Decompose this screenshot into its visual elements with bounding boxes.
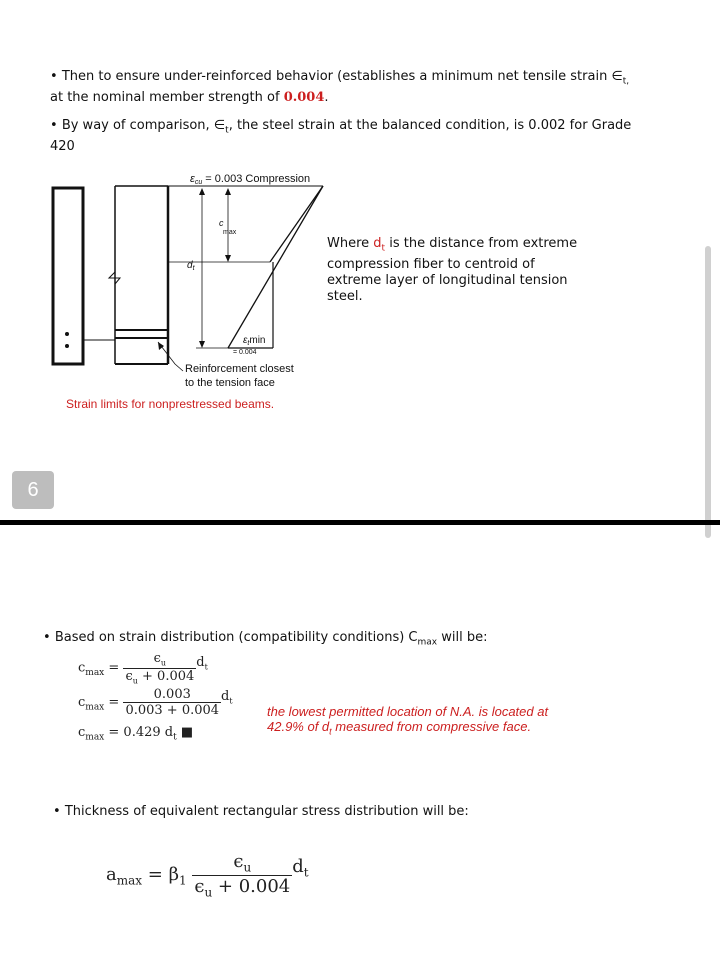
figure-caption: Strain limits for nonprestressed beams. [66, 397, 275, 411]
equation-cmax-general: $c_{max}$ = $\frac{\epsilon_u}{\epsilon_u + 0.004}$ $d_t$ [78, 651, 208, 686]
bullet-dot: • [43, 630, 51, 645]
dt-label: $d_t$ [187, 260, 195, 272]
neutral-axis-note: the lowest permitted location of N.A. is located at 42.9% of $d_t$ measured from compressive face. [267, 704, 549, 737]
epsilon-symbol: ∈ [213, 118, 226, 133]
bullet-thickness [53, 804, 673, 820]
reinforcement-label-1: Reinforcement closest [185, 363, 294, 375]
bullet-dot: • [50, 118, 58, 133]
equation-amax: $a_{max} = \beta_1$ $\frac{\epsilon_u}{\epsilon_u + 0.004}$ $d_t$ [106, 851, 309, 900]
bullet-dot: • [50, 69, 58, 84]
bullet-dot: • [53, 804, 61, 819]
bullet-text-cont: , the steel strain at the balanced condition, is 0.002 for Grade [228, 118, 632, 133]
bullet-text: Thickness of equivalent rectangular stress distribution will be: [64, 804, 469, 819]
strain-line [228, 186, 323, 348]
bullet-text-line2: 420 [50, 138, 75, 154]
c-label: c [219, 218, 224, 228]
equation-cmax-result: $c_{max} = 0.429$ $d_t$ ■ [78, 725, 194, 743]
fraction: $\frac{\epsilon_u}{\epsilon_u + 0.004}$ [194, 851, 291, 900]
bullet-text: Then to ensure under-reinforced behavior (establishes a minimum net tensile strain [61, 69, 612, 84]
bullet-text: By way of comparison, [61, 118, 214, 133]
where-text: Where [327, 236, 374, 251]
page-number-badge[interactable]: 6 [12, 471, 54, 509]
reinforcement-label-2: to the tension face [185, 377, 275, 389]
bullet-text-cont: will be: [437, 630, 488, 645]
where-line-2: compression fiber to centroid of [327, 256, 535, 272]
epsilon-symbol: ∈ [611, 69, 623, 84]
equation-cmax-numeric: $c_{max}$ = $\frac{0.003}{0.003 + 0.004}$ $d_t$ [78, 687, 233, 718]
rebar-dot [65, 332, 69, 336]
where-line-4: steel. [327, 288, 363, 304]
epsilon-subscript: t [225, 125, 229, 136]
bullet-cmax [43, 630, 663, 651]
period: . [324, 89, 329, 105]
bullet-text-line2: at the nominal member strength of [50, 89, 284, 105]
bullet-text: Based on strain distribution (compatibility conditions) C [54, 630, 418, 645]
where-text-cont: is the distance from extreme [385, 236, 578, 251]
slide-divider [0, 520, 720, 525]
dt-symbol: $d_t$ [373, 236, 386, 254]
scrollbar[interactable] [705, 246, 711, 538]
strain-limit-diagram [40, 168, 340, 398]
et-value: = 0.004 [233, 349, 257, 356]
bullet-minimum-strain [50, 69, 670, 106]
beam-section [53, 188, 83, 364]
where-line-3: extreme layer of longitudinal tension [327, 272, 568, 288]
max-label: max [223, 229, 237, 236]
rebar-dot [65, 344, 69, 348]
compression-edge [270, 186, 323, 262]
where-dt-definition [327, 236, 627, 305]
et-label: $\varepsilon_t\min$ [243, 335, 266, 347]
strain-value: 0.004 [283, 89, 325, 105]
cmax-subscript: max [417, 637, 438, 648]
bullet-balanced-strain [50, 118, 670, 155]
fraction: $\frac{0.003}{0.003 + 0.004}$ [125, 687, 220, 718]
fraction: $\frac{\epsilon_u}{\epsilon_u + 0.004}$ [125, 651, 195, 686]
epsilon-subscript: t, [622, 76, 630, 87]
ecu-label: εcu = 0.003 Compression [190, 173, 311, 186]
